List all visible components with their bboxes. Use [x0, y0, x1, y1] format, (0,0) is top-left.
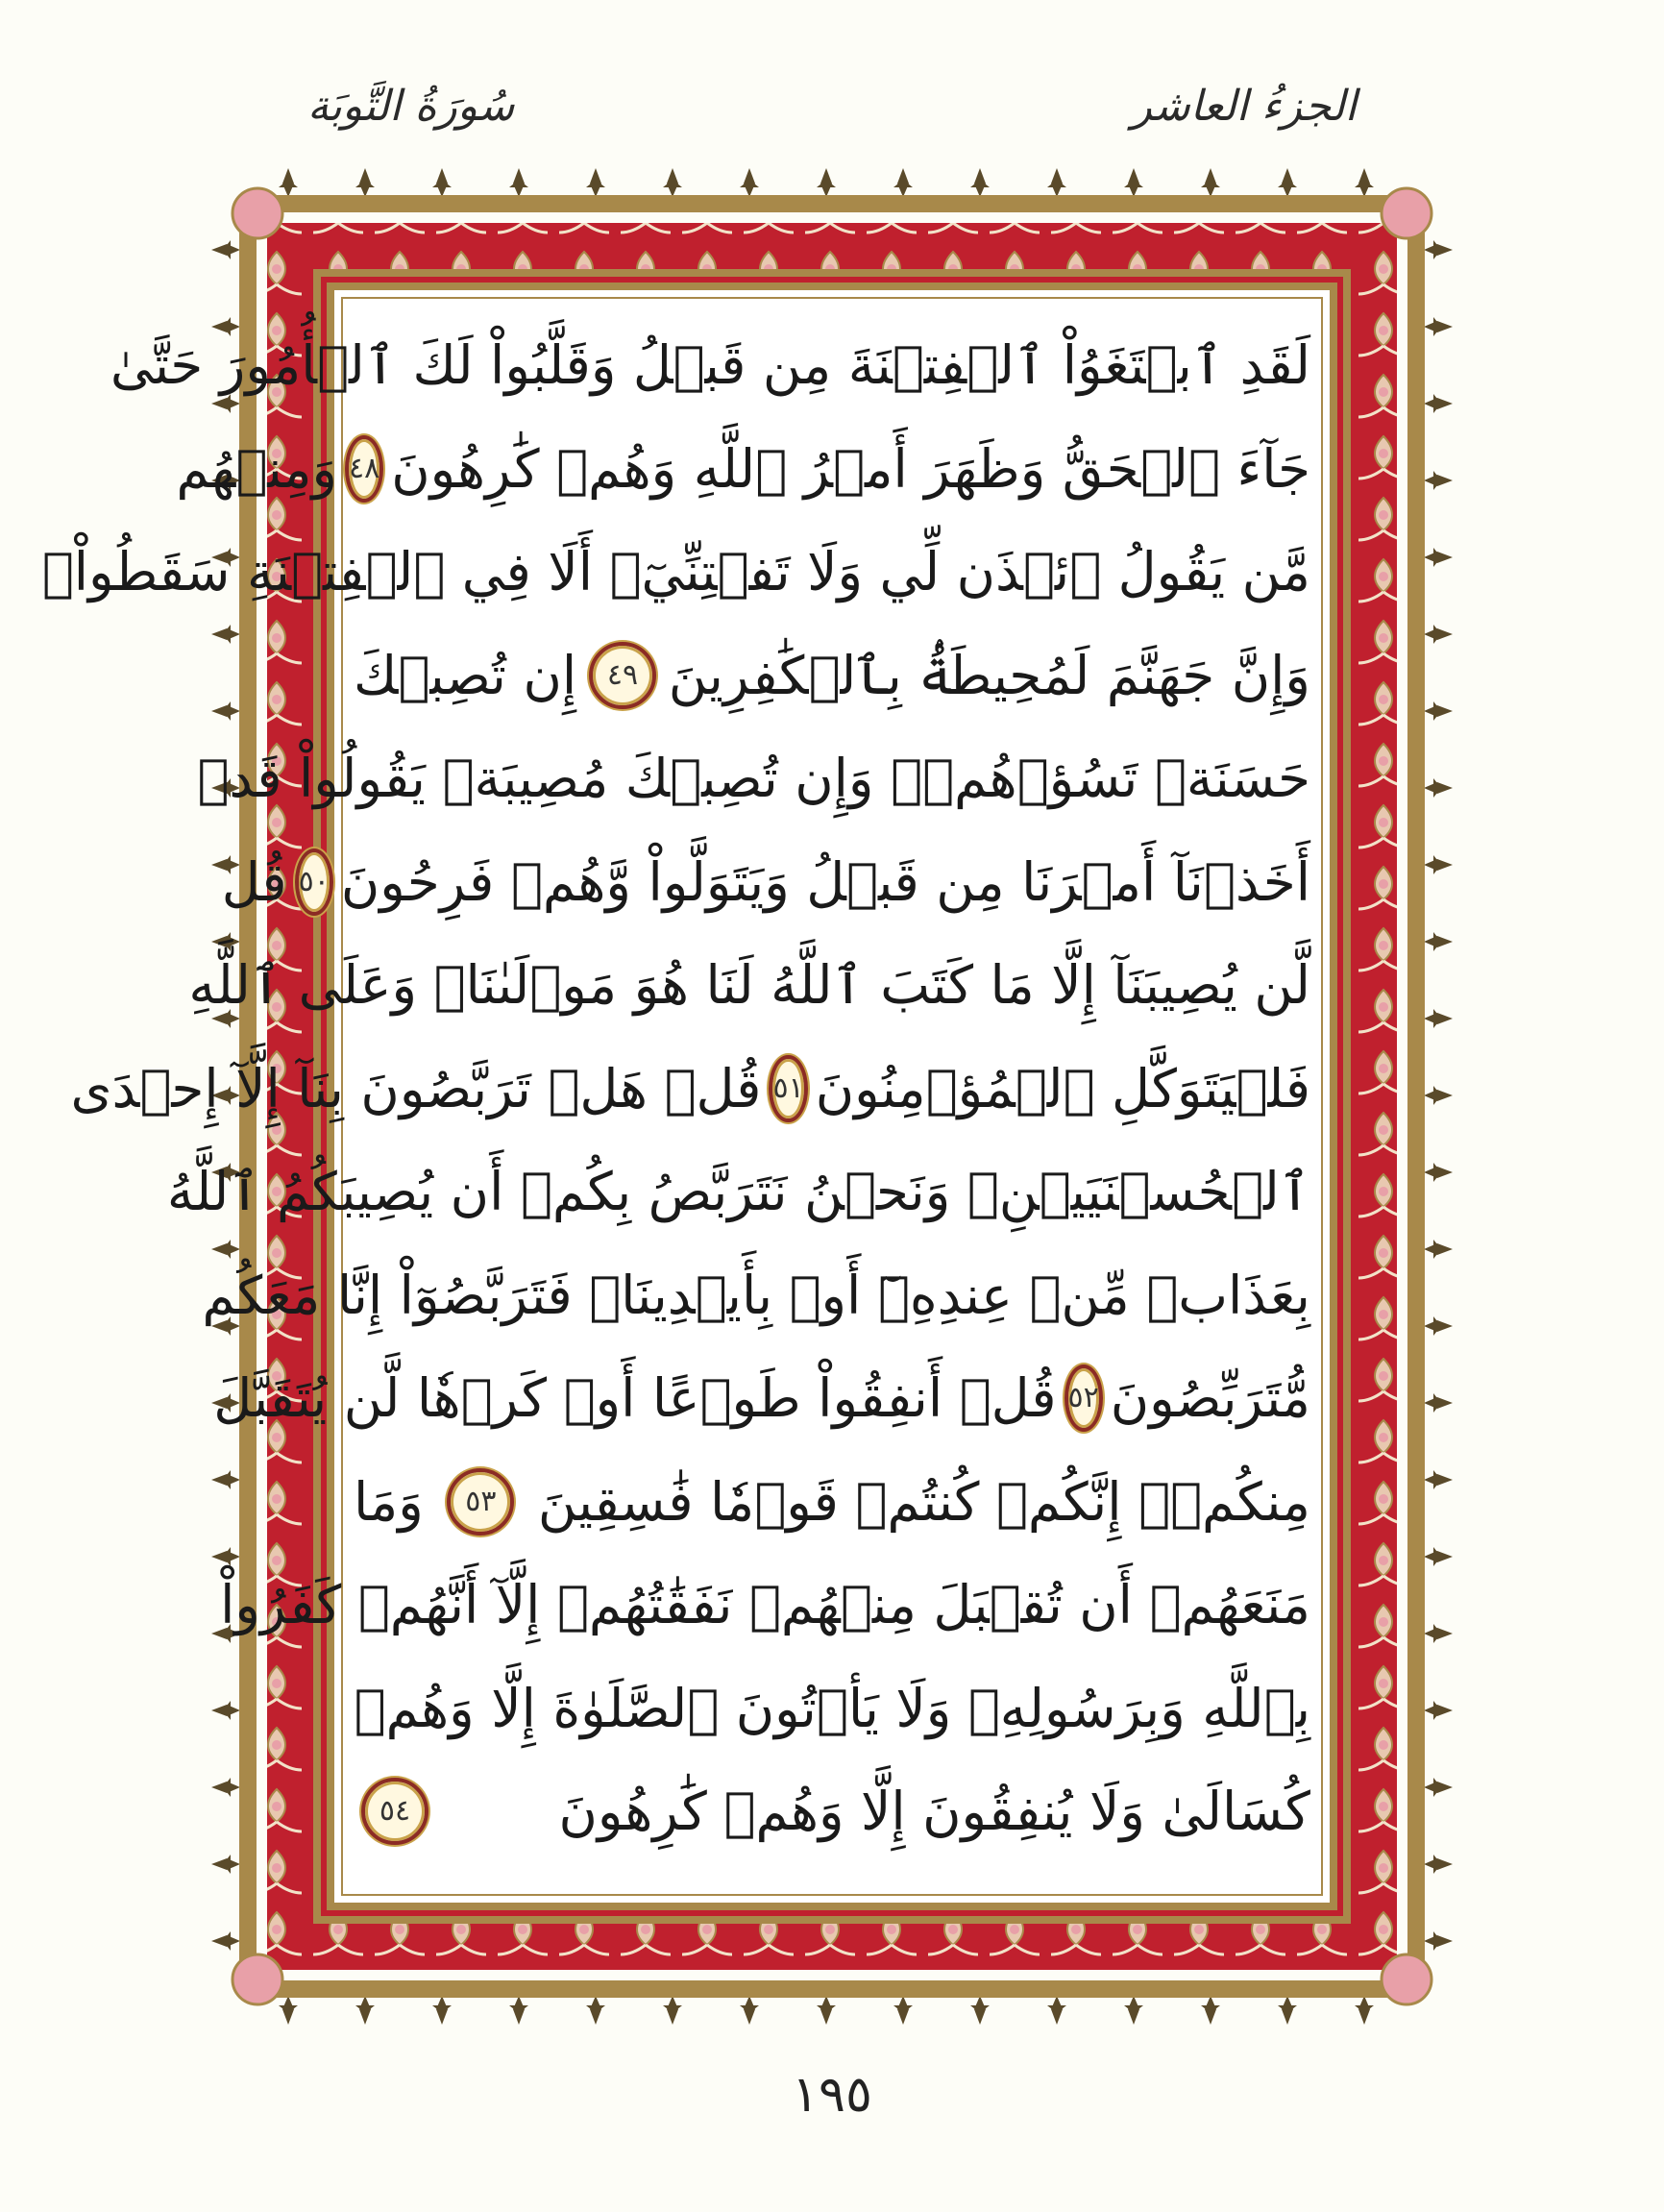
text-line — [220, 1557, 1310, 1653]
frame-ornament — [817, 168, 836, 197]
frame-ornament — [1424, 240, 1453, 259]
verse-text: بِعَذَابٖ مِّنۡ عِندِهِۦٓ أَوۡ بِأَيۡدِينَاۖ فَتَرَبَّصُوٓاْ إِنَّا مَعَكُم — [202, 1264, 1310, 1326]
verse-text: حَسَنَةٞ تَسُؤۡهُمۡۖ وَإِن تُصِبۡكَ مُصِيبَةٞ يَقُولُواْ قَدۡ — [197, 748, 1310, 809]
text-line — [213, 1350, 1310, 1446]
frame-ornament — [1424, 1931, 1453, 1951]
frame-ornament — [1424, 1009, 1453, 1028]
text-line — [197, 730, 1310, 826]
verse-text: بِٱللَّهِ وَبِرَسُولِهِۦ وَلَا يَأۡتُونَ ٱلصَّلَوٰةَ إِلَّا وَهُمۡ — [354, 1677, 1310, 1739]
frame-ornament — [211, 1470, 240, 1489]
frame-ornament — [1278, 1996, 1297, 2025]
frame-ornament — [211, 701, 240, 721]
page-number: ١٩٥ — [792, 2066, 872, 2124]
verse-text: مَّن يَقُولُ ٱئۡذَن لِّي وَلَا تَفۡتِنِّيٓۚ أَلَا فِي ٱلۡفِتۡنَةِ سَقَطُواْۗ — [41, 541, 1310, 602]
frame-ornament — [1424, 1393, 1453, 1413]
quran-text-block — [41, 307, 1310, 1869]
frame-ornament — [1424, 1163, 1453, 1182]
verse-text: قُلۡ أَنفِقُواْ طَوۡعًا أَوۡ كَرۡهٗا لَّن يُتَقَبَّلَ — [213, 1367, 1057, 1429]
frame-ornament — [1201, 1996, 1220, 2025]
frame-ornament — [1424, 778, 1453, 798]
text-line — [166, 1143, 1310, 1240]
frame-ornament — [1424, 932, 1453, 951]
frame-ornament — [663, 168, 682, 197]
verse-text: إِن تُصِبۡكَ — [354, 644, 577, 706]
ayah-number-marker: ٥٠ — [295, 848, 333, 916]
frame-ornament — [1424, 1547, 1453, 1566]
frame-ornament — [1424, 1316, 1453, 1336]
frame-ornament — [740, 1996, 759, 2025]
frame-ornament — [432, 1996, 452, 2025]
frame-ornament — [279, 1996, 298, 2025]
frame-ornament — [355, 1996, 375, 2025]
frame-ornament — [1355, 168, 1374, 197]
surah-title: سُورَةُ التَّوبَة — [307, 81, 515, 131]
verse-text: مُّتَرَبِّصُونَ — [1110, 1367, 1310, 1429]
frame-ornament — [1424, 471, 1453, 490]
frame-ornament — [1424, 1778, 1453, 1797]
text-line — [70, 1041, 1310, 1137]
verse-text: أَخَذۡنَآ أَمۡرَنَا مِن قَبۡلُ وَيَتَوَلَّواْ وَّهُمۡ فَرِحُونَ — [340, 850, 1310, 913]
ayah-number-marker: ٥١ — [769, 1055, 807, 1122]
frame-ornament — [893, 168, 913, 197]
frame-ornament — [1047, 1996, 1066, 2025]
frame-ornament — [1424, 701, 1453, 721]
frame-ornament — [509, 168, 528, 197]
frame-ornament — [432, 168, 452, 197]
frame-ornament — [1124, 1996, 1143, 2025]
frame-ornament — [211, 1855, 240, 1874]
frame-ornament — [211, 1701, 240, 1720]
verse-text: كُسَالَىٰ وَلَا يُنفِقُونَ إِلَّا وَهُمۡ كَٰرِهُونَ — [558, 1781, 1310, 1842]
frame-ornament — [740, 168, 759, 197]
verse-text: لَّن يُصِيبَنَآ إِلَّا مَا كَتَبَ ٱللَّهُ لَنَا هُوَ مَوۡلَىٰنَاۚ وَعَلَى ٱللَّهِ — [188, 954, 1310, 1016]
text-line — [221, 834, 1310, 930]
verse-text: فَلۡيَتَوَكَّلِ ٱلۡمُؤۡمِنُونَ — [815, 1057, 1310, 1119]
frame-ornament — [893, 1996, 913, 2025]
frame-ornament — [211, 1778, 240, 1797]
frame-ornament — [1278, 168, 1297, 197]
frame-ornament — [1424, 394, 1453, 413]
frame-ornament — [817, 1996, 836, 2025]
text-line — [41, 524, 1310, 620]
frame-ornament — [211, 240, 240, 259]
text-line — [110, 317, 1310, 413]
text-line — [354, 1763, 1310, 1859]
frame-ornament — [509, 1996, 528, 2025]
frame-ornament — [586, 168, 605, 197]
frame-ornament — [355, 168, 375, 197]
frame-ornament — [586, 1996, 605, 2025]
verse-text: وَإِنَّ جَهَنَّمَ لَمُحِيطَةُۢ بِٱلۡكَٰفِرِينَ — [668, 644, 1310, 706]
frame-ornament — [970, 1996, 990, 2025]
frame-ornament — [1424, 1701, 1453, 1720]
text-line — [202, 1247, 1310, 1343]
verse-text: وَمَا — [354, 1470, 424, 1533]
frame-ornament — [1047, 168, 1066, 197]
text-line — [354, 1660, 1310, 1757]
frame-ornament — [211, 1931, 240, 1951]
frame-ornament — [1201, 168, 1220, 197]
frame-ornament — [279, 168, 298, 197]
frame-ornament — [1424, 1086, 1453, 1105]
frame-ornament — [1424, 1855, 1453, 1874]
verse-text: قُلۡ هَلۡ تَرَبَّصُونَ بِنَآ إِلَّآ إِحۡدَى — [70, 1057, 762, 1119]
text-line — [354, 1454, 1310, 1550]
text-line — [354, 627, 1310, 724]
verse-text: مَنَعَهُمۡ أَن تُقۡبَلَ مِنۡهُمۡ نَفَقَٰتُهُمۡ إِلَّآ أَنَّهُمۡ كَفَرُواْ — [220, 1574, 1310, 1635]
frame-ornament — [211, 625, 240, 644]
ayah-number-marker: ٥٢ — [1064, 1364, 1103, 1432]
frame-ornament — [1424, 548, 1453, 567]
verse-text: لَقَدِ ٱبۡتَغَوُاْ ٱلۡفِتۡنَةَ مِن قَبۡلُ وَقَلَّبُواْ لَكَ ٱلۡأُمُورَ حَتَّىٰ — [110, 334, 1310, 396]
ayah-number-marker: ٤٨ — [345, 435, 383, 503]
frame-ornament — [1355, 1996, 1374, 2025]
verse-text: وَمِنۡهُم — [176, 437, 337, 500]
verse-text: ٱلۡحُسۡنَيَيۡنِۖ وَنَحۡنُ نَتَرَبَّصُ بِكُمۡ أَن يُصِيبَكُمُ ٱللَّهُ — [166, 1161, 1310, 1222]
frame-ornament — [663, 1996, 682, 2025]
ayah-number-marker: ٥٤ — [361, 1778, 428, 1845]
juz-title: الجزءُ العاشر — [1131, 81, 1357, 131]
verse-text: قُل — [221, 850, 287, 913]
ayah-number-marker: ٥٣ — [447, 1468, 514, 1536]
frame-ornament — [1424, 317, 1453, 336]
frame-ornament — [970, 168, 990, 197]
verse-text: جَآءَ ٱلۡحَقُّ وَظَهَرَ أَمۡرُ ٱللَّهِ وَهُمۡ كَٰرِهُونَ — [391, 437, 1310, 500]
frame-ornament — [1424, 1624, 1453, 1643]
frame-ornament — [1424, 1470, 1453, 1489]
frame-ornament — [1424, 625, 1453, 644]
frame-ornament — [1124, 168, 1143, 197]
ayah-number-marker: ٤٩ — [589, 642, 656, 709]
frame-ornament — [1424, 1240, 1453, 1259]
text-line — [176, 421, 1310, 517]
frame-ornament — [1424, 855, 1453, 874]
text-line — [188, 937, 1310, 1033]
verse-text: مِنكُمۡۖ إِنَّكُمۡ كُنتُمۡ قَوۡمٗا فَٰسِقِينَ — [537, 1470, 1310, 1533]
